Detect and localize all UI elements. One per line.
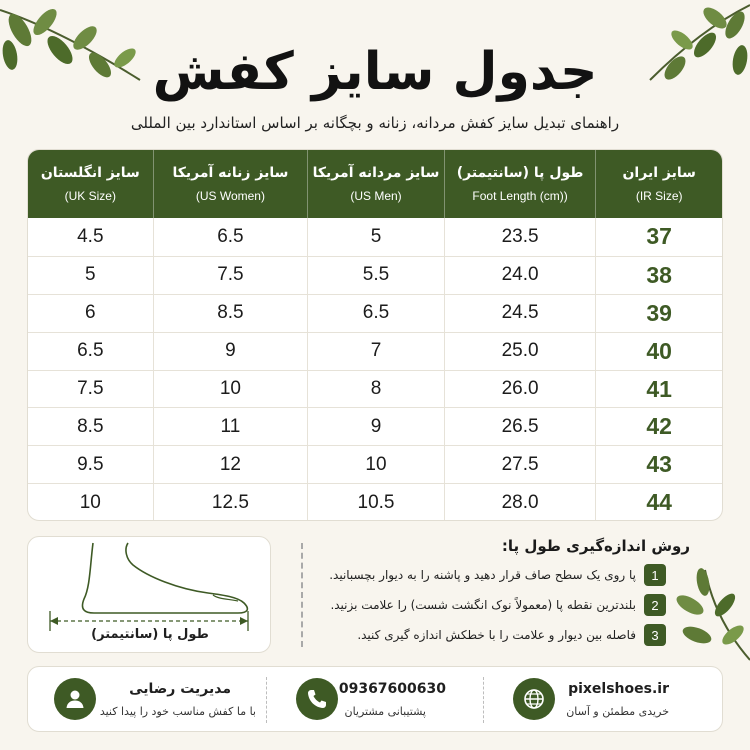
- cell-us-men: 5.5: [307, 257, 444, 294]
- phone-number[interactable]: 09367600630: [338, 681, 446, 697]
- cell-uk-size: 8.5: [77, 415, 104, 437]
- header-uk-size: [28, 150, 153, 218]
- foot-length-label: طول پا (سانتیمتر): [91, 627, 209, 642]
- table-row: [28, 218, 722, 256]
- table-row: [28, 445, 722, 483]
- table-row: [28, 407, 722, 445]
- manager-tagline: با ما کفش مناسب خود را پیدا کنید: [99, 705, 256, 718]
- website-link[interactable]: pixelshoes.ir: [568, 681, 669, 697]
- header-sublabel: (UK Size): [64, 189, 116, 203]
- header-label: سایز انگلستان: [40, 165, 140, 181]
- globe-icon: [513, 678, 555, 720]
- cell-us-women: 12.5: [153, 484, 308, 521]
- size-table: [27, 149, 723, 521]
- header-sublabel: (Foot Length (cm): [472, 189, 568, 203]
- step-number-badge: 3: [644, 624, 666, 646]
- cell-foot-length: 27.5: [444, 446, 596, 483]
- header-label: سایز مردانه آمریکا: [312, 165, 440, 181]
- header-label: طول پا (سانتیمتر): [456, 165, 584, 181]
- table-row: [28, 332, 722, 370]
- cell-us-women: 8.5: [153, 295, 308, 332]
- page-subtitle: راهنمای تبدیل سایز کفش مردانه، زنانه و بچگانه بر اساس استاندارد بین المللی: [130, 114, 620, 132]
- step-text: پا روی یک سطح صاف قرار دهید و پاشنه را به دیوار بچسبانید.: [329, 568, 636, 582]
- foot-measure-illustration: [27, 536, 271, 653]
- table-row: [28, 483, 722, 521]
- header-sublabel: (IR Size): [635, 189, 683, 203]
- step-text: فاصله بین دیوار و علامت را با خطکش اندازه گیری کنید.: [357, 628, 636, 642]
- table-row: [28, 294, 722, 332]
- table-row: [28, 256, 722, 294]
- cell-foot-length: 26.0: [444, 371, 596, 408]
- divider: [483, 677, 484, 723]
- cell-ir-size: 39: [595, 295, 722, 332]
- cell-ir-size: 44: [595, 484, 722, 521]
- cell-us-women: 9: [153, 333, 308, 370]
- phone-icon: [296, 678, 338, 720]
- cell-us-men: 10.5: [307, 484, 444, 521]
- header-label: سایز زنانه آمریکا: [172, 165, 289, 181]
- table-row: [28, 370, 722, 408]
- divider: [301, 543, 303, 647]
- manager-name: مدیریت رضایی: [129, 681, 231, 697]
- cell-us-men: 6.5: [307, 295, 444, 332]
- contact-bar: [27, 666, 723, 732]
- table-header: [28, 150, 722, 218]
- cell-ir-size: 38: [595, 257, 722, 294]
- cell-us-women: 11: [153, 408, 308, 445]
- cell-ir-size: 40: [595, 333, 722, 370]
- cell-ir-size: 43: [595, 446, 722, 483]
- cell-foot-length: 24.5: [444, 295, 596, 332]
- step-number-badge: 1: [644, 564, 666, 586]
- step-number-badge: 2: [644, 594, 666, 616]
- header-sublabel: (US Men): [350, 189, 402, 203]
- cell-us-women: 7.5: [153, 257, 308, 294]
- cell-us-men: 5: [307, 218, 444, 256]
- measure-title: روش اندازه‌گیری طول پا:: [501, 537, 690, 555]
- header-us-women: [153, 150, 308, 218]
- header-us-men: [307, 150, 444, 218]
- step-text: بلندترین نقطه پا (معمولاً نوک انگشت شست) را علامت بزنید.: [330, 598, 636, 612]
- cell-foot-length: 23.5: [444, 218, 596, 256]
- cell-uk-size: 10: [79, 491, 101, 513]
- website-tagline: خریدی مطمئن و آسان: [566, 705, 669, 718]
- cell-us-women: 6.5: [153, 218, 308, 256]
- table-body: [28, 218, 722, 521]
- cell-ir-size: 37: [595, 218, 722, 256]
- cell-ir-size: 42: [595, 408, 722, 445]
- cell-foot-length: 26.5: [444, 408, 596, 445]
- cell-us-women: 10: [153, 371, 308, 408]
- cell-us-women: 12: [153, 446, 308, 483]
- header-sublabel: (US Women): [195, 189, 265, 203]
- header-foot-length: [444, 150, 596, 218]
- cell-foot-length: 25.0: [444, 333, 596, 370]
- cell-us-men: 8: [307, 371, 444, 408]
- cell-foot-length: 24.0: [444, 257, 596, 294]
- cell-ir-size: 41: [595, 371, 722, 408]
- cell-uk-size: 9.5: [77, 453, 104, 475]
- header-label: سایز ایران: [622, 165, 696, 181]
- user-icon: [54, 678, 96, 720]
- header-ir-size: [595, 150, 722, 218]
- cell-us-men: 10: [307, 446, 444, 483]
- leaf-decoration-right: [675, 560, 750, 670]
- cell-uk-size: 4.5: [77, 225, 104, 247]
- cell-uk-size: 5: [85, 264, 96, 286]
- cell-uk-size: 6: [85, 302, 96, 324]
- cell-foot-length: 28.0: [444, 484, 596, 521]
- cell-us-men: 7: [307, 333, 444, 370]
- phone-tagline: پشتیبانی مشتریان: [344, 705, 426, 718]
- cell-uk-size: 6.5: [77, 340, 104, 362]
- cell-us-men: 9: [307, 408, 444, 445]
- cell-uk-size: 7.5: [77, 378, 104, 399]
- divider: [266, 677, 267, 723]
- page-title: جدول سایز کفش: [152, 42, 598, 102]
